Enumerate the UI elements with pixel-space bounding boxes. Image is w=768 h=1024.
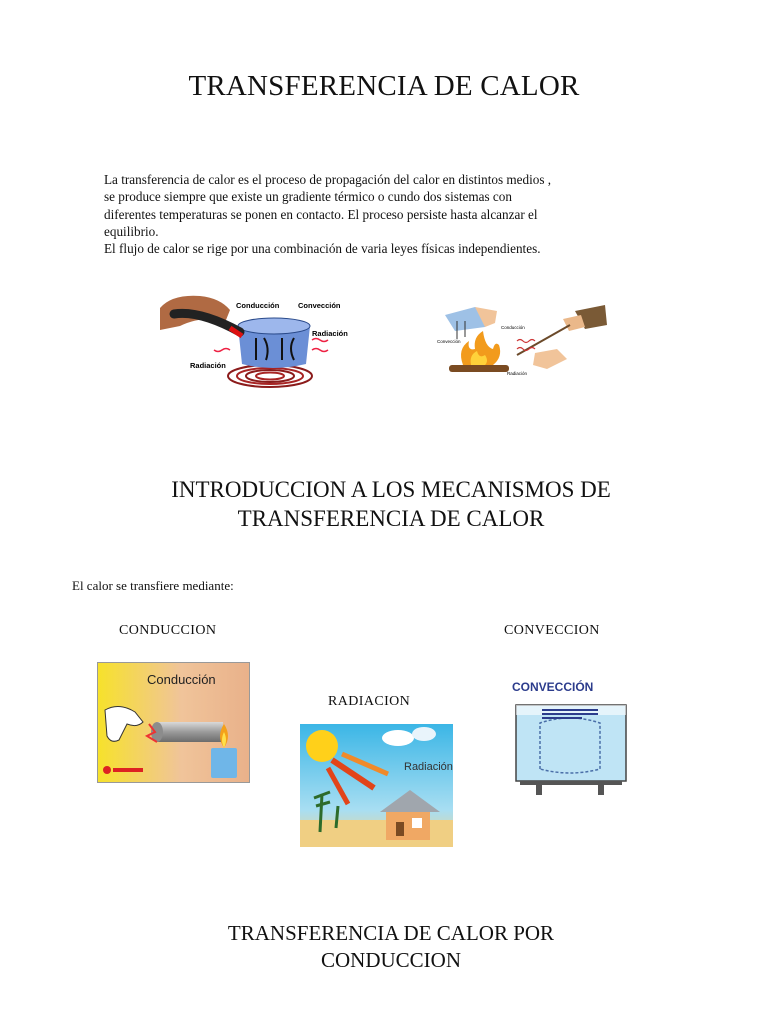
conduccion-image	[97, 662, 250, 783]
campfire-heat-illustration	[435, 293, 610, 381]
section-heading-mechanisms	[0, 475, 768, 533]
section-heading-conduccion	[0, 920, 768, 974]
label-radiacion-left: Radiación	[190, 361, 226, 370]
caption-conveccion: CONVECCION	[504, 623, 600, 638]
caption-radiacion: RADIACION	[328, 694, 411, 709]
mechanisms-lead-text: El calor se transfiere mediante:	[72, 578, 234, 593]
label2-conveccion: Convección	[437, 339, 461, 344]
heat-transfer-pot-illustration	[160, 290, 360, 390]
page-title: TRANSFERENCIA DE CALOR	[188, 70, 580, 102]
label2-radiacion: Radiación	[507, 371, 528, 376]
caption-conduccion: CONDUCCION	[119, 623, 217, 638]
conduccion-image-title: Conducción	[147, 672, 216, 687]
label-conduccion: Conducción	[236, 301, 280, 310]
label-radiacion-right: Radiación	[312, 329, 348, 338]
intro-paragraph-2: El flujo de calor se rige por una combinación de varia leyes físicas independientes.	[104, 241, 541, 257]
intro-paragraph-1: La transferencia de calor es el proceso de propagación del calor en distintos medios , se produce siempre que existe un gradiente térmico o cundo dos sistemas con diferentes temperaturas se ponen en contacto. El proceso persiste hasta alcanzar el equilibrio.	[104, 172, 552, 239]
radiacion-image	[300, 724, 453, 847]
heading-line-2: TRANSFERENCIA DE CALOR	[237, 506, 545, 531]
conveccion-image	[506, 673, 634, 798]
heading3-line-2: CONDUCCION	[320, 948, 461, 972]
label-conveccion: Convección	[298, 301, 341, 310]
intro-text	[104, 171, 554, 257]
conveccion-image-title: CONVECCIÓN	[512, 680, 594, 694]
heading-line-1: INTRODUCCION A LOS MECANISMOS DE	[171, 477, 611, 502]
radiacion-image-title: Radiación	[404, 761, 453, 773]
heading3-line-1: TRANSFERENCIA DE CALOR POR	[227, 921, 555, 945]
label2-conduccion: Conducción	[501, 325, 525, 330]
